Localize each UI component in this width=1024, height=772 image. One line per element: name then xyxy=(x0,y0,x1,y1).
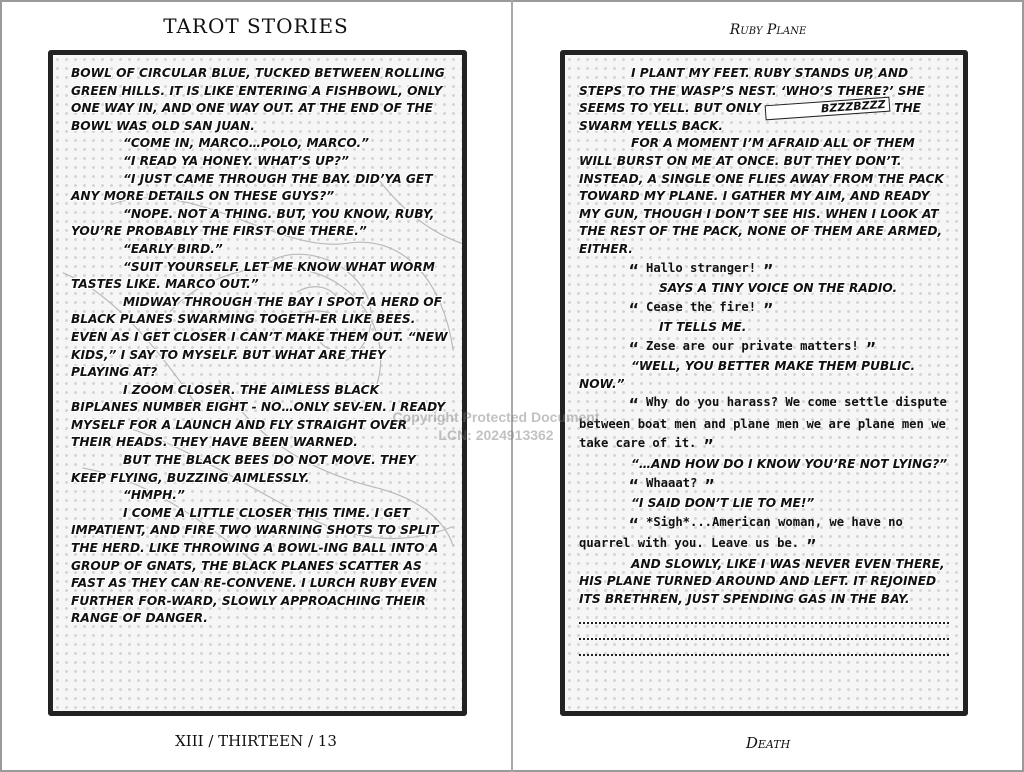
close-quote-glyph: ” xyxy=(704,475,715,495)
open-quote-glyph: “ xyxy=(629,299,639,319)
close-quote-glyph: ” xyxy=(763,299,774,319)
right-comic-panel xyxy=(560,50,968,716)
radio-dialogue: Why do you harass? We come settle dispute between boat men and plane men we are plane men we take care of it. xyxy=(579,395,947,451)
open-quote-glyph: “ xyxy=(629,395,639,415)
dotted-rule xyxy=(579,640,949,656)
close-quote-glyph: ” xyxy=(763,260,774,280)
page-gutter xyxy=(511,0,513,772)
open-quote-glyph: “ xyxy=(629,475,639,495)
dialogue: “…AND HOW DO I KNOW YOU’RE NOT LYING?” xyxy=(631,456,948,471)
left-running-head: TAROT STORIES xyxy=(163,14,349,38)
dialogue: “WELL, YOU BETTER MAKE THEM PUBLIC. NOW.” xyxy=(579,359,916,391)
dialogue: “NOPE. NOT A THING. BUT, YOU KNOW, RUBY, YOU’RE PROBABLY THE FIRST ONE THERE.” xyxy=(71,206,435,239)
dialogue: “HMPH.” xyxy=(123,488,185,503)
open-quote-glyph: “ xyxy=(629,260,639,280)
dotted-rule xyxy=(579,608,949,624)
dialogue: “EARLY BIRD.” xyxy=(123,241,223,256)
radio-dialogue: Whaaat? xyxy=(645,475,698,490)
dialogue: “I JUST CAME THROUGH THE BAY. DID’YA GET ANY MORE DETAILS ON THESE GUYS?” xyxy=(71,171,433,204)
dialogue: “I SAID DON’T LIE TO ME!” xyxy=(631,496,815,510)
narration: THE SWARM YELLS BACK. xyxy=(579,101,922,133)
narration: I PLANT MY FEET. RUBY STANDS UP, AND STEPS TO THE WASP’S NEST. ‘WHO’S THERE?’ SHE SEEMS TO YELL. BUT ONLY xyxy=(579,66,926,116)
left-folio: XIII / THIRTEEN / 13 xyxy=(175,732,337,750)
right-running-head: Ruby Plane xyxy=(729,22,807,38)
narration: IT TELLS ME. xyxy=(659,320,747,335)
close-quote-glyph: ” xyxy=(703,436,714,456)
narration: SAYS A TINY VOICE ON THE RADIO. xyxy=(659,281,898,296)
narration: I ZOOM CLOSER. THE AIMLESS BLACK BIPLANES NUMBER EIGHT - NO…ONLY SEV-EN. I READY MYSELF FOR A LAUNCH AND FLY STRAIGHT OVER THEIR HEADS. THEY HAVE BEEN WARNED. xyxy=(71,382,446,450)
narration: BOWL OF CIRCULAR BLUE, TUCKED BETWEEN ROLLING GREEN HILLS. IT IS LIKE ENTERING A FISHBOWL, ONLY ONE WAY IN, AND ONE WAY OUT. AT THE END OF THE BOWL WAS OLD SAN JUAN. xyxy=(71,66,445,133)
radio-dialogue: Cease the fire! xyxy=(645,299,757,314)
radio-dialogue: *Sigh*...American woman, we have no quarrel with you. Leave us be. xyxy=(579,514,903,551)
narration: I COME A LITTLE CLOSER THIS TIME. I GET IMPATIENT, AND FIRE TWO WARNING SHOTS TO SPLIT THE HERD. LIKE THROWING A BOWL-ING BALL INTO A GROUP OF GNATS, THE BLACK PLANES SCATTER AS FAST AS THEY CAN RE-CONVENE. I LURCH RUBY EVEN FURTHER FOR-WARD, SLOWLY APPROACHING THEIR RANGE OF DANGER. xyxy=(71,505,439,626)
open-quote-glyph: “ xyxy=(629,514,639,534)
left-comic-panel xyxy=(48,50,467,716)
dialogue: “COME IN, MARCO…POLO, MARCO.” xyxy=(123,136,369,151)
radio-dialogue: Hallo stranger! xyxy=(645,260,757,275)
close-quote-glyph: ” xyxy=(806,536,817,556)
buzz-sound-effect: BZZZBZZZ xyxy=(765,97,890,121)
right-folio: Death xyxy=(745,734,791,752)
dialogue: “I READ YA HONEY. WHAT’S UP?” xyxy=(123,153,349,168)
dotted-rule xyxy=(579,624,949,640)
open-quote-glyph: “ xyxy=(629,338,639,358)
close-quote-glyph: ” xyxy=(866,338,876,358)
watermark-line: LCN: 2024913362 xyxy=(438,427,554,443)
copyright-watermark xyxy=(386,408,606,444)
radio-dialogue: Zese are our private matters! xyxy=(645,338,859,353)
dialogue: “SUIT YOURSELF. LET ME KNOW WHAT WORM TASTES LIKE. MARCO OUT.” xyxy=(71,259,435,292)
narration: FOR A MOMENT I’M AFRAID ALL OF THEM WILL BURST ON ME AT ONCE. BUT THEY DON’T. INSTEAD, A SINGLE ONE FLIES AWAY FROM THE PACK TOWARD MY PLANE. I GATHER MY AIM, AND READY MY GUN, THOUGH I DON’T SEE HIS. WHEN I LOOK AT THE REST OF THE PACK, NONE OF THEM ARE ARMED, EITHER. xyxy=(579,136,944,256)
narration: MIDWAY THROUGH THE BAY I SPOT A HERD OF BLACK PLANES SWARMING TOGETH-ER LIKE BEES. EVEN AS I GET CLOSER I CAN’T MAKE THEM OUT. “NEW KIDS,” I SAY TO MYSELF. BUT WHAT ARE THEY PLAYING AT? xyxy=(71,294,448,380)
narration: AND SLOWLY, LIKE I WAS NEVER EVEN THERE, HIS PLANE TURNED AROUND AND LEFT. IT REJOINED ITS BRETHREN, JUST SPENDING GAS IN THE BAY. xyxy=(579,556,945,606)
right-page-text xyxy=(579,65,949,656)
left-page-text xyxy=(71,65,448,628)
narration: BUT THE BLACK BEES DO NOT MOVE. THEY KEEP FLYING, BUZZING AIMLESSLY. xyxy=(71,453,416,485)
watermark-line: Copyright Protected Document xyxy=(392,409,600,425)
